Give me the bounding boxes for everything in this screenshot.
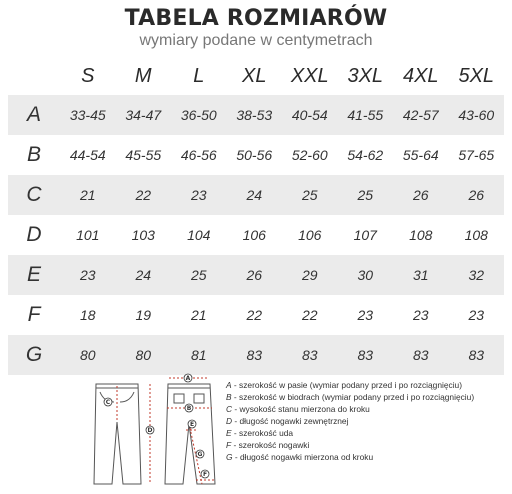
- table-cell: 41-55: [338, 95, 394, 135]
- legend-letter: F: [226, 440, 232, 450]
- table-cell: 81: [171, 335, 227, 375]
- table-cell: 57-65: [449, 135, 505, 175]
- trousers-back-icon: [165, 384, 215, 484]
- svg-text:D: D: [147, 427, 153, 435]
- size-header: XL: [242, 65, 267, 87]
- size-header: XXL: [290, 65, 329, 87]
- svg-text:F: F: [202, 471, 208, 479]
- corner-cell: [8, 58, 60, 95]
- legend-letter: E: [226, 428, 232, 438]
- table-cell: 38-53: [227, 95, 283, 135]
- svg-text:B: B: [186, 405, 192, 413]
- table-cell: 22: [282, 295, 338, 335]
- table-cell: 23: [449, 295, 505, 335]
- table-cell: 21: [60, 175, 116, 215]
- table-cell: 50-56: [227, 135, 283, 175]
- svg-text:C: C: [105, 399, 111, 407]
- table-cell: 52-60: [282, 135, 338, 175]
- chart-title: TABELA ROZMIARÓW: [124, 6, 388, 31]
- legend-text: - wysokość stanu mierzona do kroku: [232, 404, 370, 414]
- table-cell: 36-50: [171, 95, 227, 135]
- legend-item: [226, 415, 510, 427]
- table-cell: 25: [282, 175, 338, 215]
- row-label: A: [8, 95, 60, 135]
- row-label: F: [8, 295, 60, 335]
- marker-f: [201, 470, 209, 478]
- legend-item: [226, 379, 510, 391]
- measurement-legend: [226, 379, 510, 463]
- size-header: 4XL: [402, 65, 439, 87]
- legend-item: [226, 451, 510, 463]
- legend-item: [226, 391, 510, 403]
- row-label: C: [8, 175, 60, 215]
- table-cell: 83: [227, 335, 283, 375]
- table-cell: 101: [60, 215, 116, 255]
- table-cell: 21: [171, 295, 227, 335]
- table-cell: 106: [227, 215, 283, 255]
- table-cell: 31: [393, 255, 449, 295]
- table-cell: 25: [338, 175, 394, 215]
- row-label: D: [8, 215, 60, 255]
- table-cell: 83: [393, 335, 449, 375]
- table-cell: 29: [282, 255, 338, 295]
- size-header: L: [193, 65, 205, 87]
- table-cell: 103: [116, 215, 172, 255]
- svg-text:G: G: [197, 451, 203, 459]
- table-cell: 33-45: [60, 95, 116, 135]
- table-row: [8, 295, 504, 335]
- table-cell: 83: [338, 335, 394, 375]
- table-row: [8, 335, 504, 375]
- table-cell: 108: [449, 215, 505, 255]
- row-label: G: [8, 335, 60, 375]
- marker-g: [196, 450, 204, 458]
- table-row: [8, 95, 504, 135]
- legend-letter: C: [226, 404, 233, 414]
- table-row: [8, 135, 504, 175]
- row-label: B: [8, 135, 60, 175]
- table-cell: 24: [116, 255, 172, 295]
- marker-e: [188, 420, 196, 428]
- table-cell: 42-57: [393, 95, 449, 135]
- table-cell: 26: [449, 175, 505, 215]
- legend-letter: D: [226, 416, 233, 426]
- table-cell: 107: [338, 215, 394, 255]
- table-cell: 23: [60, 255, 116, 295]
- legend-text: - długość nogawki mierzona od kroku: [232, 452, 374, 462]
- legend-letter: A: [226, 380, 232, 390]
- table-cell: 22: [116, 175, 172, 215]
- marker-b: [185, 404, 193, 412]
- table-cell: 19: [116, 295, 172, 335]
- table-cell: 83: [449, 335, 505, 375]
- size-table: [8, 58, 504, 375]
- size-header: 5XL: [458, 65, 495, 87]
- legend-text: - szerokość w biodrach (wymiar podany przed i po rozciągnięciu): [231, 392, 475, 402]
- table-cell: 26: [393, 175, 449, 215]
- svg-text:A: A: [185, 375, 191, 383]
- table-cell: 26: [227, 255, 283, 295]
- table-row: [8, 215, 504, 255]
- table-cell: 23: [338, 295, 394, 335]
- legend-letter: G: [226, 452, 233, 462]
- table-cell: 34-47: [116, 95, 172, 135]
- size-header: 3XL: [347, 65, 384, 87]
- table-cell: 106: [282, 215, 338, 255]
- legend-letter: B: [226, 392, 232, 402]
- table-cell: 108: [393, 215, 449, 255]
- table-cell: 30: [338, 255, 394, 295]
- chart-subtitle: wymiary podane w centymetrach: [139, 32, 373, 49]
- table-cell: 55-64: [393, 135, 449, 175]
- size-header: S: [81, 65, 95, 87]
- svg-text:E: E: [189, 421, 195, 429]
- legend-text: - szerokość w pasie (wymiar podany przed i po rozciągnięciu): [231, 380, 463, 390]
- table-cell: 46-56: [171, 135, 227, 175]
- marker-c: [104, 398, 112, 406]
- table-cell: 23: [171, 175, 227, 215]
- marker-a: [184, 374, 192, 382]
- legend-text: - szerokość nogawki: [231, 440, 310, 450]
- table-cell: 80: [60, 335, 116, 375]
- size-header-row: [8, 58, 504, 95]
- table-cell: 45-55: [116, 135, 172, 175]
- legend-item: [226, 427, 510, 439]
- legend-text: - długość nogawki zewnętrznej: [232, 416, 349, 426]
- table-cell: 83: [282, 335, 338, 375]
- table-row: [8, 175, 504, 215]
- table-cell: 22: [227, 295, 283, 335]
- marker-d: [146, 426, 154, 434]
- table-cell: 18: [60, 295, 116, 335]
- table-row: [8, 255, 504, 295]
- table-cell: 44-54: [60, 135, 116, 175]
- trousers-diagram: [88, 372, 228, 492]
- table-cell: 43-60: [449, 95, 505, 135]
- table-cell: 104: [171, 215, 227, 255]
- table-cell: 25: [171, 255, 227, 295]
- table-cell: 23: [393, 295, 449, 335]
- table-cell: 24: [227, 175, 283, 215]
- legend-item: [226, 439, 510, 451]
- table-cell: 80: [116, 335, 172, 375]
- legend-text: - szerokość uda: [231, 428, 294, 438]
- table-cell: 32: [449, 255, 505, 295]
- legend-item: [226, 403, 510, 415]
- table-cell: 54-62: [338, 135, 394, 175]
- row-label: E: [8, 255, 60, 295]
- size-header: M: [134, 65, 152, 87]
- table-cell: 40-54: [282, 95, 338, 135]
